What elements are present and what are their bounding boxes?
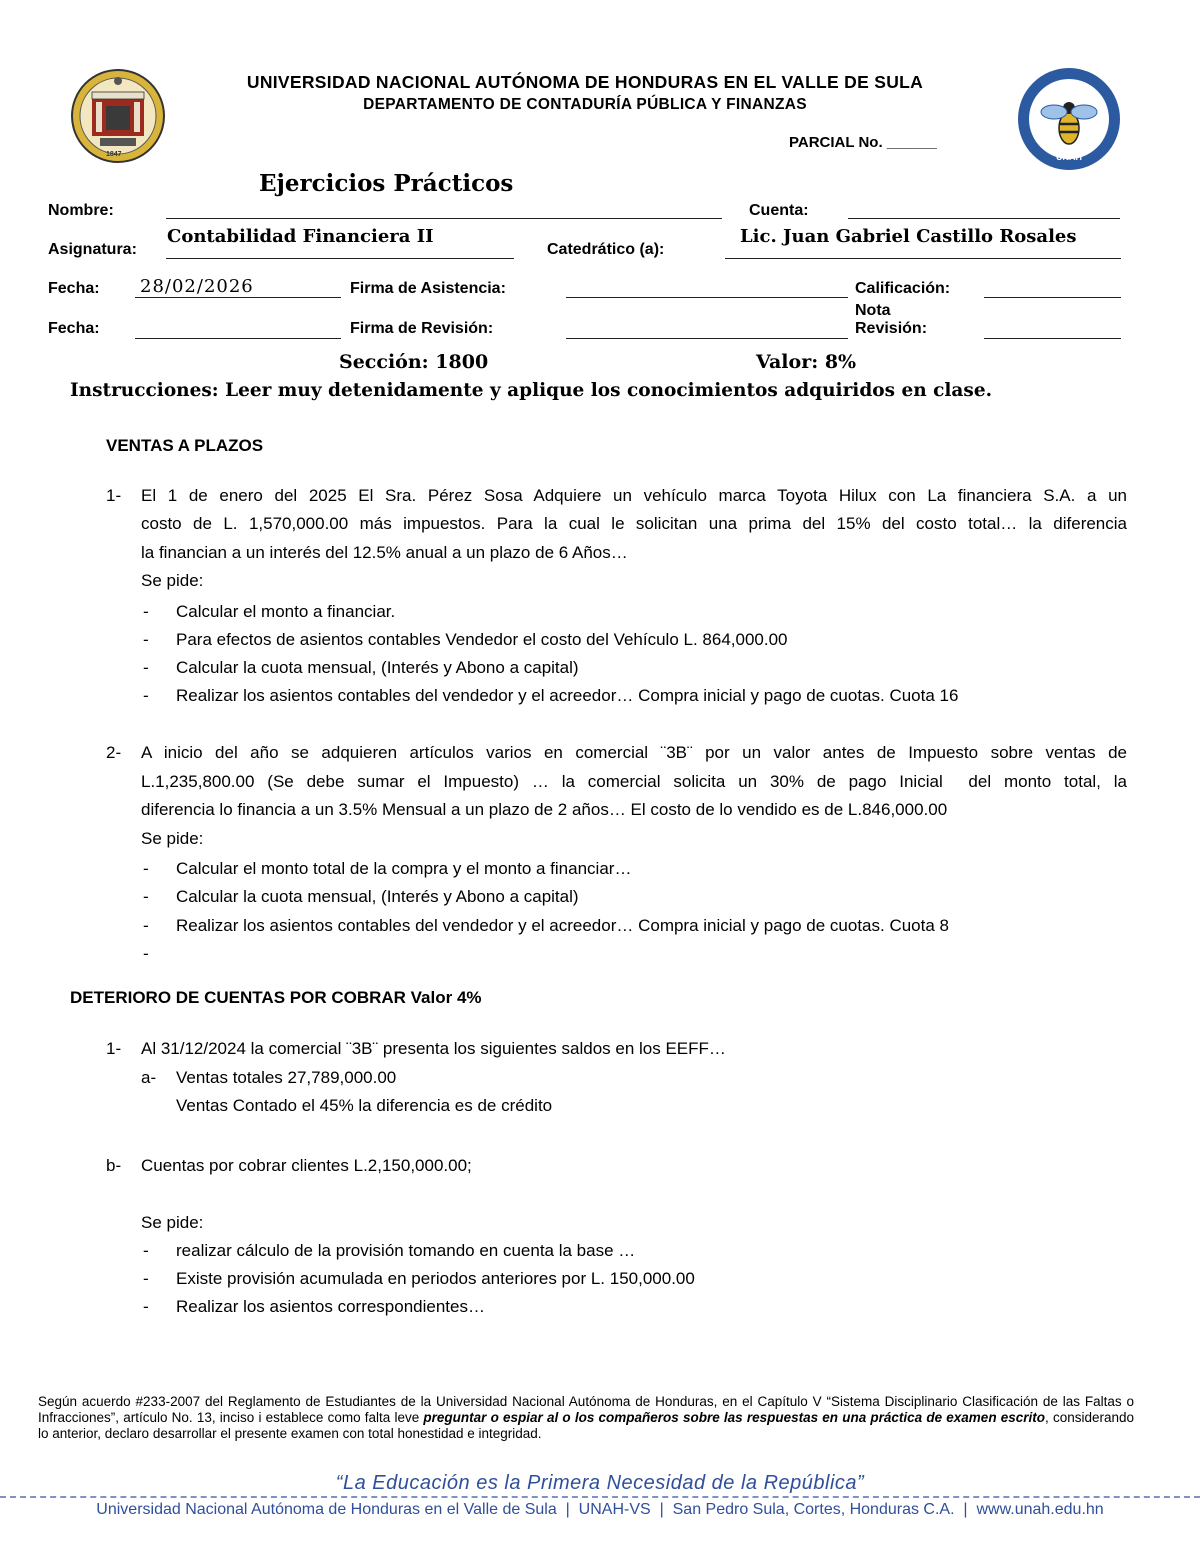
ej2-line1: A inicio del año se adquieren artículos varios en comercial ¨3B¨ por un valor antes de Impuesto sobre ventas de: [141, 743, 1127, 762]
ej2-number: 2-: [106, 743, 122, 762]
legal-text-bold: preguntar o espiar al o los compañeros sobre las respuestas en una práctica de examen escrito: [423, 1410, 1046, 1425]
revision-label: Revisión:: [855, 320, 928, 337]
motto: “La Educación es la Primera Necesidad de la República”: [335, 1472, 865, 1494]
ej1-line1: El 1 de enero del 2025 El Sra. Pérez Sosa Adquiere un vehículo marca Toyota Hilux con La financiera S.A. a un: [141, 486, 1127, 505]
ej3-a-line1: Ventas totales 27,789,000.00: [176, 1068, 397, 1087]
fecha-value: 28/02/2026: [140, 276, 254, 297]
ej2-item-2: Calcular la cuota mensual, (Interés y Abono a capital): [176, 887, 579, 906]
firma-asistencia-field[interactable]: [566, 297, 848, 298]
catedratico-value: Lic. Juan Gabriel Castillo Rosales: [740, 226, 1077, 247]
ej3-item-2: Existe provisión acumulada en periodos anteriores por L. 150,000.00: [176, 1269, 695, 1288]
valor: Valor: 8%: [756, 351, 857, 373]
ej2-line3: diferencia lo financia a un 3.5% Mensual a un plazo de 2 años… El costo de lo vendido es de L.846,000.00: [141, 800, 948, 819]
fecha2-field[interactable]: [135, 338, 341, 339]
bullet-dash: -: [143, 1269, 149, 1288]
ej1-item-1: Calcular el monto a financiar.: [176, 602, 396, 621]
ej1-number: 1-: [106, 486, 122, 505]
firma-revision-label: Firma de Revisión:: [350, 320, 494, 337]
asignatura-value: Contabilidad Financiera II: [167, 226, 434, 247]
nota-revision-field[interactable]: [984, 338, 1121, 339]
ej2-item-3: Realizar los asientos contables del vendedor y el acreedor… Compra inicial y pago de cuotas. Cuota 8: [176, 916, 949, 935]
ej3-line1: Al 31/12/2024 la comercial ¨3B¨ presenta los siguientes saldos en los EEFF…: [141, 1039, 726, 1058]
legal-notice: [38, 1394, 1134, 1442]
catedratico-label: Catedrático (a):: [547, 241, 665, 258]
nombre-label: Nombre:: [48, 202, 114, 219]
fecha-label: Fecha:: [48, 280, 100, 297]
ej3-b-line1: Cuentas por cobrar clientes L.2,150,000.00;: [141, 1156, 472, 1175]
ej2-se-pide: Se pide:: [141, 829, 204, 848]
catedratico-field[interactable]: [725, 258, 1121, 259]
ej2-item-1: Calcular el monto total de la compra y el monto a financiar…: [176, 859, 632, 878]
bullet-dash: -: [143, 887, 149, 906]
ej1-item-4: Realizar los asientos contables del vendedor y el acreedor… Compra inicial y pago de cuotas. Cuota 16: [176, 686, 959, 705]
asignatura-label: Asignatura:: [48, 241, 137, 258]
nombre-field[interactable]: [166, 218, 722, 219]
bullet-dash: -: [143, 916, 149, 935]
calificacion-label: Calificación:: [855, 280, 951, 297]
legal-text-2: , considerando lo anterior, declaro desarrollar el presente examen con total honestidad e integridad.: [38, 1410, 1135, 1441]
section-title-ventas: VENTAS A PLAZOS: [106, 436, 264, 455]
ej1-item-2: Para efectos de asientos contables Vendedor el costo del Vehículo L. 864,000.00: [176, 630, 788, 649]
bullet-dash: -: [143, 602, 149, 621]
ej1-line2: costo de L. 1,570,000.00 más impuestos. Para la cual le solicitan una prima del 15% del costo total… la diferencia: [141, 514, 1127, 533]
legal-text-1: Según acuerdo #233-2007 del Reglamento de Estudiantes de la Universidad Nacional Autónoma de Honduras, en el Capítulo V “Sistema Disciplinario Clasificación de las Faltas o Infracciones”, artículo No. 13, inciso i establece como falta leve: [38, 1394, 1134, 1425]
section-title-deterioro: DETERIORO DE CUENTAS POR COBRAR Valor 4%: [70, 988, 482, 1007]
bullet-dash: -: [143, 686, 149, 705]
left-seal-year: 1847: [106, 151, 122, 158]
cuenta-field[interactable]: [848, 218, 1120, 219]
ej2-line2: L.1,235,800.00 (Se debe sumar el Impuesto) … la comercial solicita un 30% de pago Inicial del monto total, la: [141, 772, 1127, 791]
ej1-item-3: Calcular la cuota mensual, (Interés y Abono a capital): [176, 658, 579, 677]
footer-address: Universidad Nacional Autónoma de Honduras en el Valle de Sula | UNAH-VS | San Pedro Sula, Cortes, Honduras C.A. | www.unah.edu.hn: [96, 1501, 1104, 1518]
instructions: Instrucciones: Leer muy detenidamente y aplique los conocimientos adquiridos en clase.: [70, 380, 993, 401]
page-title: Ejercicios Prácticos: [259, 170, 514, 197]
bullet-dash: -: [143, 630, 149, 649]
firma-asistencia-label: Firma de Asistencia:: [350, 280, 506, 297]
fecha-field[interactable]: [135, 297, 341, 298]
bullet-dash: -: [143, 859, 149, 878]
ej3-number: 1-: [106, 1039, 122, 1058]
bullet-dash: -: [143, 1297, 149, 1316]
ej3-a-number: a-: [141, 1068, 157, 1087]
footer-divider: [0, 1496, 1200, 1498]
parcial-number: PARCIAL No. ______: [789, 134, 937, 151]
ej1-line3: la financian a un interés del 12.5% anual a un plazo de 6 Años…: [141, 543, 628, 562]
cuenta-label: Cuenta:: [749, 202, 809, 219]
department-name: DEPARTAMENTO DE CONTADURÍA PÚBLICA Y FINANZAS: [363, 96, 807, 113]
university-name: UNIVERSIDAD NACIONAL AUTÓNOMA DE HONDURAS EN EL VALLE DE SULA: [246, 72, 924, 92]
ej3-a-line2: Ventas Contado el 45% la diferencia es de crédito: [176, 1096, 553, 1115]
bullet-dash: -: [143, 1241, 149, 1260]
ej3-b-number: b-: [106, 1156, 122, 1175]
right-seal-text: UNAH: [1056, 152, 1082, 162]
ej3-item-1: realizar cálculo de la provisión tomando en cuenta la base …: [176, 1241, 636, 1260]
fecha2-label: Fecha:: [48, 320, 100, 337]
asignatura-field[interactable]: [166, 258, 514, 259]
seccion: Sección: 1800: [339, 351, 489, 373]
nota-label: Nota: [855, 302, 891, 319]
bullet-dash: -: [143, 944, 149, 963]
bullet-dash: -: [143, 658, 149, 677]
ej3-item-3: Realizar los asientos correspondientes…: [176, 1297, 485, 1316]
calificacion-field[interactable]: [984, 297, 1121, 298]
ej1-se-pide: Se pide:: [141, 571, 204, 590]
ej3-se-pide: Se pide:: [141, 1213, 204, 1232]
firma-revision-field[interactable]: [566, 338, 848, 339]
